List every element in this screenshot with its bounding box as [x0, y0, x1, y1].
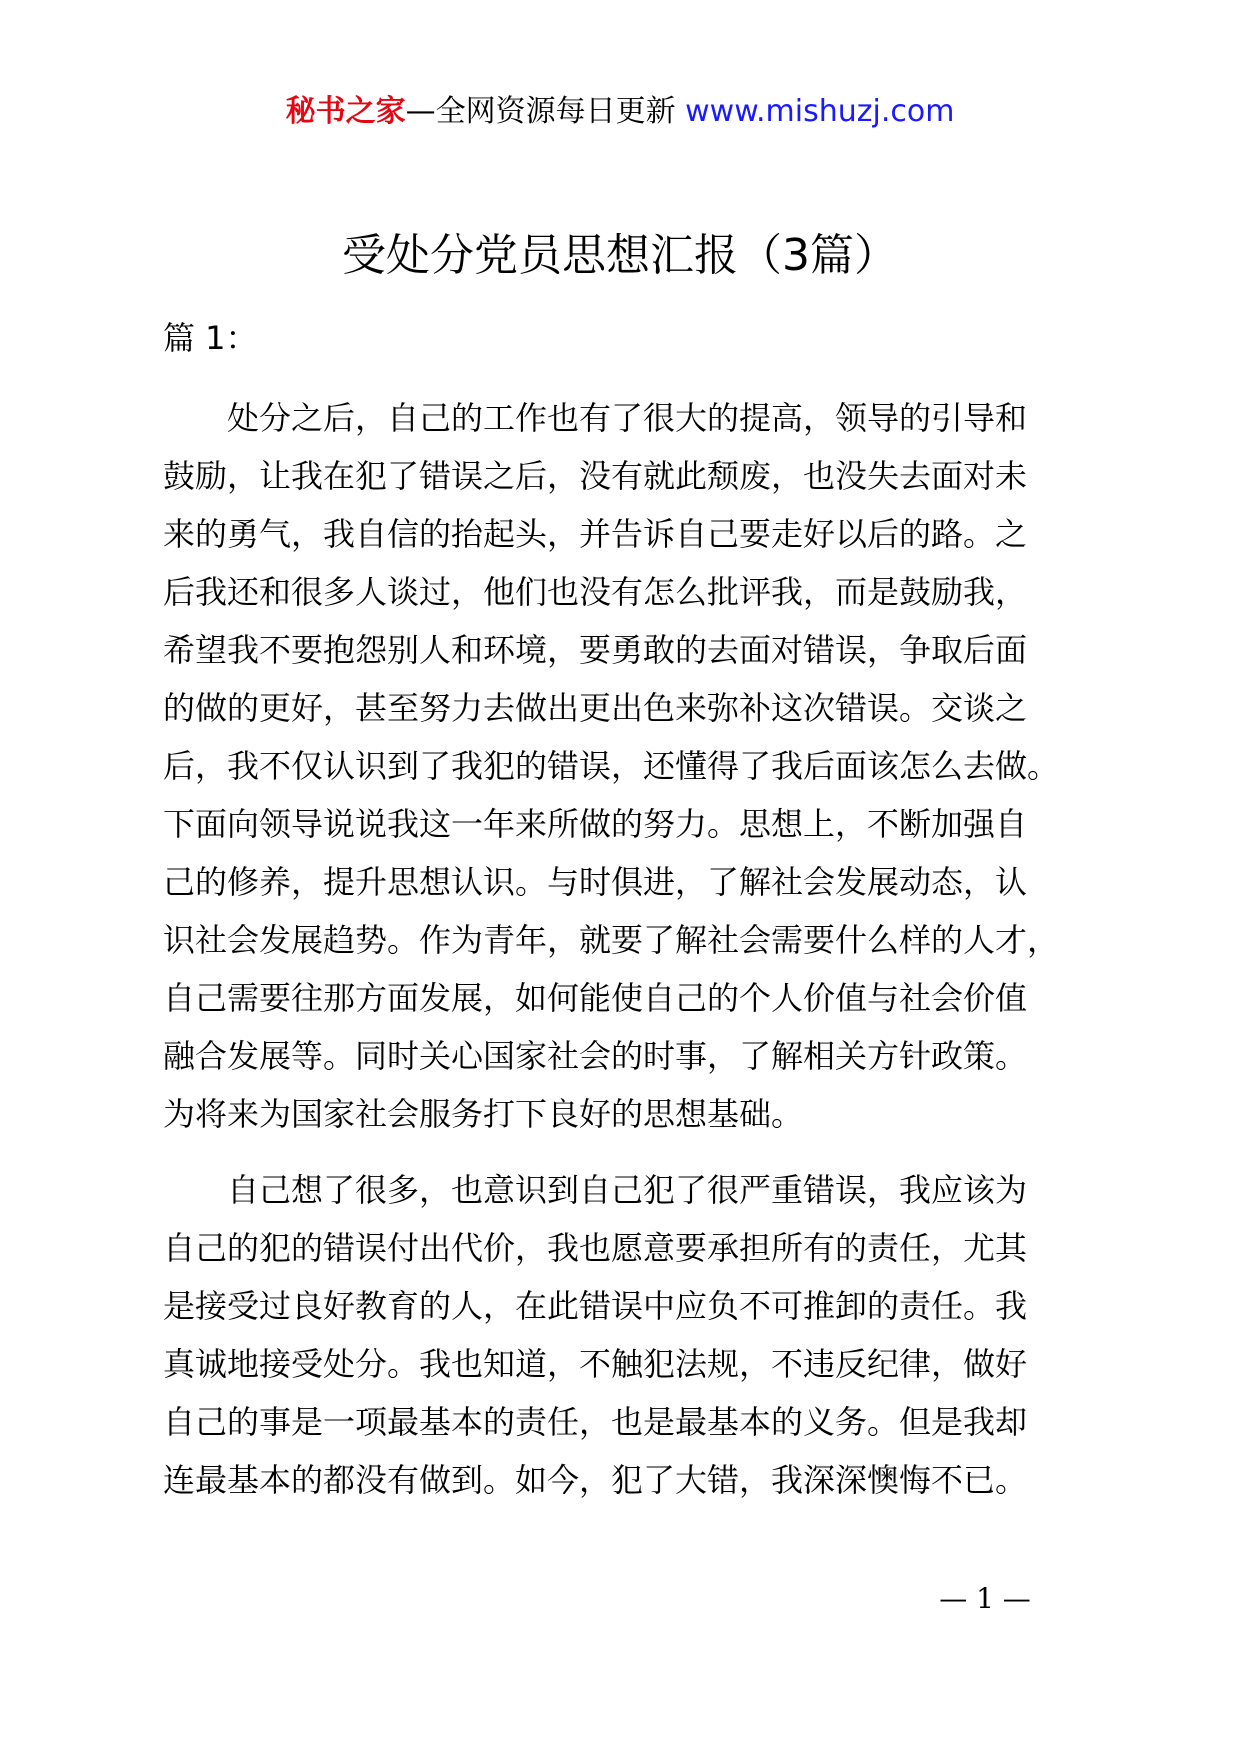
- paragraph-line: 连最基本的都没有做到。如今，犯了大错，我深深懊悔不已。: [163, 1461, 1028, 1499]
- paragraph-line: 的做的更好，甚至努力去做出更出色来弥补这次错误。交谈之: [163, 689, 1028, 727]
- paragraph-line: 是接受过良好教育的人，在此错误中应负不可推卸的责任。我: [163, 1287, 1028, 1325]
- paragraph-1: [163, 389, 1093, 1143]
- site-tagline: —全网资源每日更新: [405, 94, 676, 129]
- paragraph-line: 融合发展等。同时关心国家社会的时事，了解相关方针政策。: [163, 1037, 1028, 1075]
- paragraph-line: 己的修养，提升思想认识。与时俱进，了解社会发展动态，认: [163, 863, 1028, 901]
- paragraph-line: 自己需要往那方面发展，如何能使自己的个人价值与社会价值: [163, 979, 1028, 1017]
- paragraph-line: 自己的事是一项最基本的责任，也是最基本的义务。但是我却: [163, 1403, 1028, 1441]
- paragraph-line: 识社会发展趋势。作为青年，就要了解社会需要什么样的人才，: [163, 921, 1060, 959]
- site-brand: 秘书之家: [285, 94, 406, 129]
- paragraph-line: 自己的犯的错误付出代价，我也愿意要承担所有的责任，尤其: [163, 1229, 1028, 1267]
- page-number: — 1 —: [939, 1582, 1031, 1615]
- paragraph-line: 希望我不要抱怨别人和环境，要勇敢的去面对错误，争取后面: [163, 631, 1028, 669]
- paragraph-line: 鼓励，让我在犯了错误之后，没有就此颓废，也没失去面对未: [163, 457, 1028, 495]
- document-title: 受处分党员思想汇报（3篇）: [342, 230, 898, 281]
- paragraph-line: 自己想了很多，也意识到自己犯了很严重错误，我应该为: [227, 1171, 1028, 1209]
- paragraph-line: 后我还和很多人谈过，他们也没有怎么批评我，而是鼓励我，: [163, 573, 1028, 611]
- paragraph-line: 处分之后，自己的工作也有了很大的提高，领导的引导和: [227, 399, 1028, 437]
- paragraph-line: 为将来为国家社会服务打下良好的思想基础。: [163, 1095, 804, 1133]
- site-header: [0, 92, 1240, 132]
- paragraph-line: 来的勇气，我自信的抬起头，并告诉自己要走好以后的路。之: [163, 515, 1028, 553]
- paragraph-line: 后，我不仅认识到了我犯的错误，还懂得了我后面该怎么去做。: [163, 747, 1060, 785]
- paragraph-2: [163, 1161, 1093, 1509]
- paragraph-line: 下面向领导说说我这一年来所做的努力。思想上，不断加强自: [163, 805, 1028, 843]
- section-label: 篇 1：: [163, 319, 258, 357]
- paragraph-line: 真诚地接受处分。我也知道，不触犯法规，不违反纪律，做好: [163, 1345, 1028, 1383]
- site-url-link[interactable]: www.mishuzj.com: [685, 94, 955, 129]
